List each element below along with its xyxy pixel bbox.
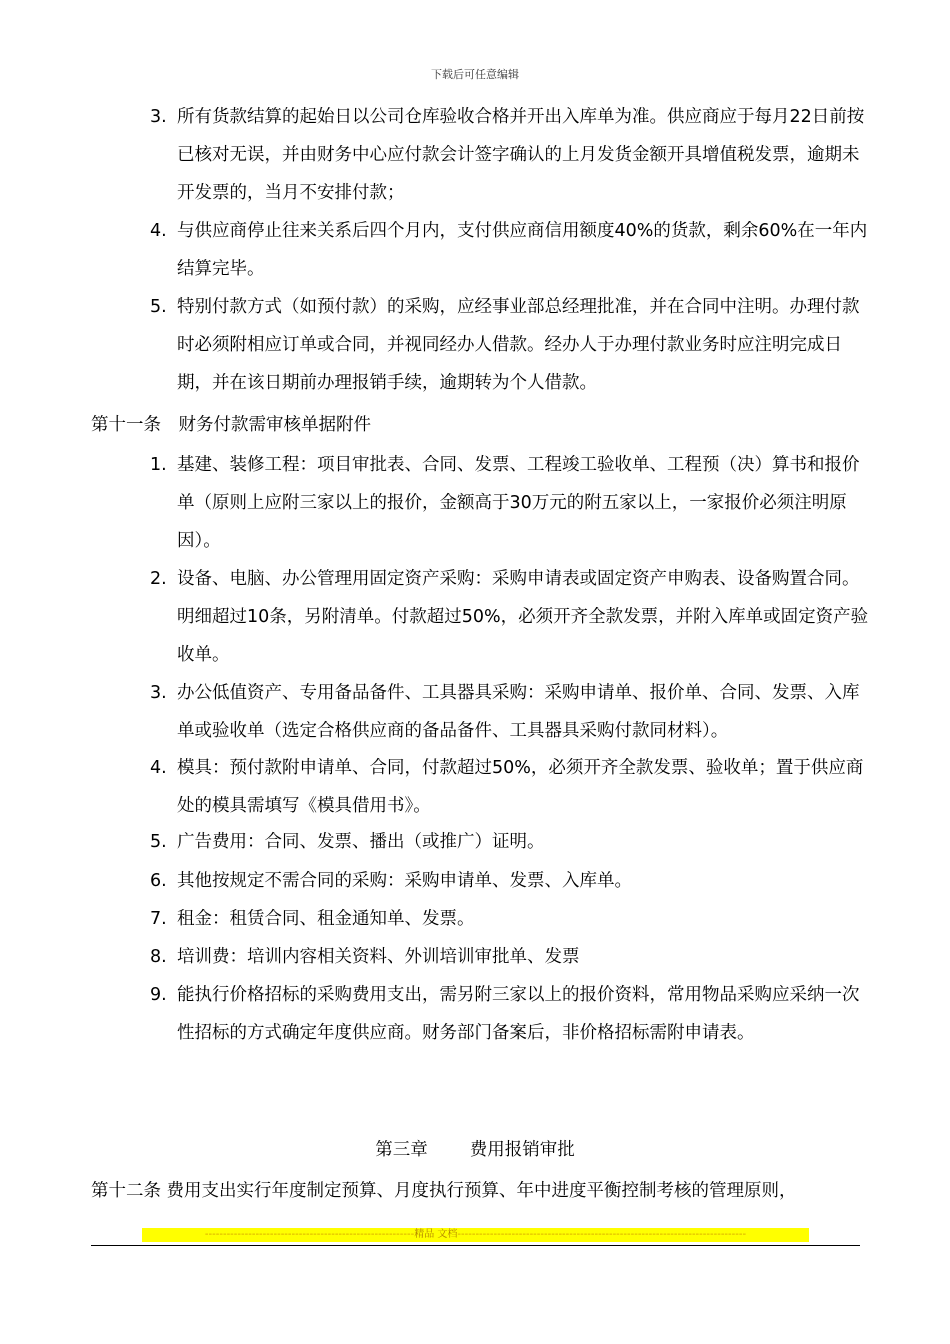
chapter-title: 费用报销审批 — [469, 1140, 575, 1160]
list-item — [150, 862, 870, 900]
footer-divider — [91, 1245, 860, 1246]
list-item — [150, 446, 870, 560]
item-number: 7. — [150, 909, 167, 929]
item-text: 与供应商停止往来关系后四个月内，支付供应商信用额度40%的货款，剩余60%在一年内结算完毕。 — [177, 221, 868, 279]
item-number: 4. — [150, 221, 167, 241]
item-text: 培训费：培训内容相关资料、外训培训审批单、发票 — [177, 947, 580, 967]
list-item — [150, 98, 870, 212]
list-item — [150, 938, 870, 976]
item-number: 5. — [150, 297, 167, 317]
item-number: 3. — [150, 683, 167, 703]
item-number: 1. — [150, 455, 167, 475]
list-item — [150, 900, 870, 938]
item-text: 办公低值资产、专用备品备件、工具器具采购：采购申请单、报价单、合同、发票、入库单或验收单（选定合格供应商的备品备件、工具器具采购付款同材料）。 — [177, 683, 860, 741]
item-number: 9. — [150, 985, 167, 1005]
item-number: 6. — [150, 871, 167, 891]
page-header: 下载后可任意编辑 — [431, 68, 519, 81]
list-item — [150, 212, 870, 288]
item-text: 特别付款方式（如预付款）的采购，应经事业部总经理批准，并在合同中注明。办理付款时必须附相应订单或合同，并视同经办人借款。经办人于办理付款业务时应注明完成日期，并在该日期前办理报销手续，逾期转为个人借款。 — [177, 297, 860, 393]
item-text: 模具：预付款附申请单、合同，付款超过50%，必须开齐全款发票、验收单；置于供应商处的模具需填写《模具借用书》。 — [177, 758, 864, 816]
item-text: 基建、装修工程：项目审批表、合同、发票、工程竣工验收单、工程预（决）算书和报价单（原则上应附三家以上的报价，金额高于30万元的附五家以上，一家报价必须注明原因）。 — [177, 455, 860, 551]
item-text: 所有货款结算的起始日以公司仓库验收合格并开出入库单为准。供应商应于每月22日前按已核对无误，并由财务中心应付款会计签字确认的上月发货金额开具增值税发票，逾期未开发票的，当月不安排付款； — [177, 107, 865, 203]
footer-label: 精品 文档 — [414, 1229, 458, 1240]
list-item — [150, 823, 870, 861]
item-text: 租金：租赁合同、租金通知单、发票。 — [177, 909, 475, 929]
chapter-heading — [0, 1131, 950, 1169]
list-item — [150, 560, 870, 674]
item-number: 8. — [150, 947, 167, 967]
footer-dashes-left: ---------------------------------------------------------- — [204, 1229, 415, 1240]
item-number: 5. — [150, 832, 167, 852]
item-text: 其他按规定不需合同的采购：采购申请单、发票、入库单。 — [177, 871, 632, 891]
footer-dashes-right: -------------------------------------------------------------------------------- — [457, 1229, 747, 1240]
item-text: 能执行价格招标的采购费用支出，需另附三家以上的报价资料，常用物品采购应采纳一次性招标的方式确定年度供应商。财务部门备案后，非价格招标需附申请表。 — [177, 985, 860, 1043]
item-number: 4. — [150, 758, 167, 778]
footer-banner — [142, 1228, 809, 1242]
article-paragraph: 第十二条 费用支出实行年度制定预算、月度执行预算、年中进度平衡控制考核的管理原则， — [91, 1181, 797, 1201]
article-heading: 第十一条 财务付款需审核单据附件 — [91, 415, 371, 435]
list-item — [150, 674, 870, 750]
list-item — [150, 749, 870, 825]
item-text: 设备、电脑、办公管理用固定资产采购：采购申请表或固定资产申购表、设备购置合同。明细超过10条，另附清单。付款超过50%，必须开齐全款发票，并附入库单或固定资产验收单。 — [177, 569, 869, 665]
chapter-number: 第三章 — [375, 1140, 428, 1160]
item-number: 2. — [150, 569, 167, 589]
list-item — [150, 976, 870, 1052]
list-item — [150, 288, 870, 402]
item-text: 广告费用：合同、发票、播出（或推广）证明。 — [177, 832, 545, 852]
item-number: 3. — [150, 107, 167, 127]
